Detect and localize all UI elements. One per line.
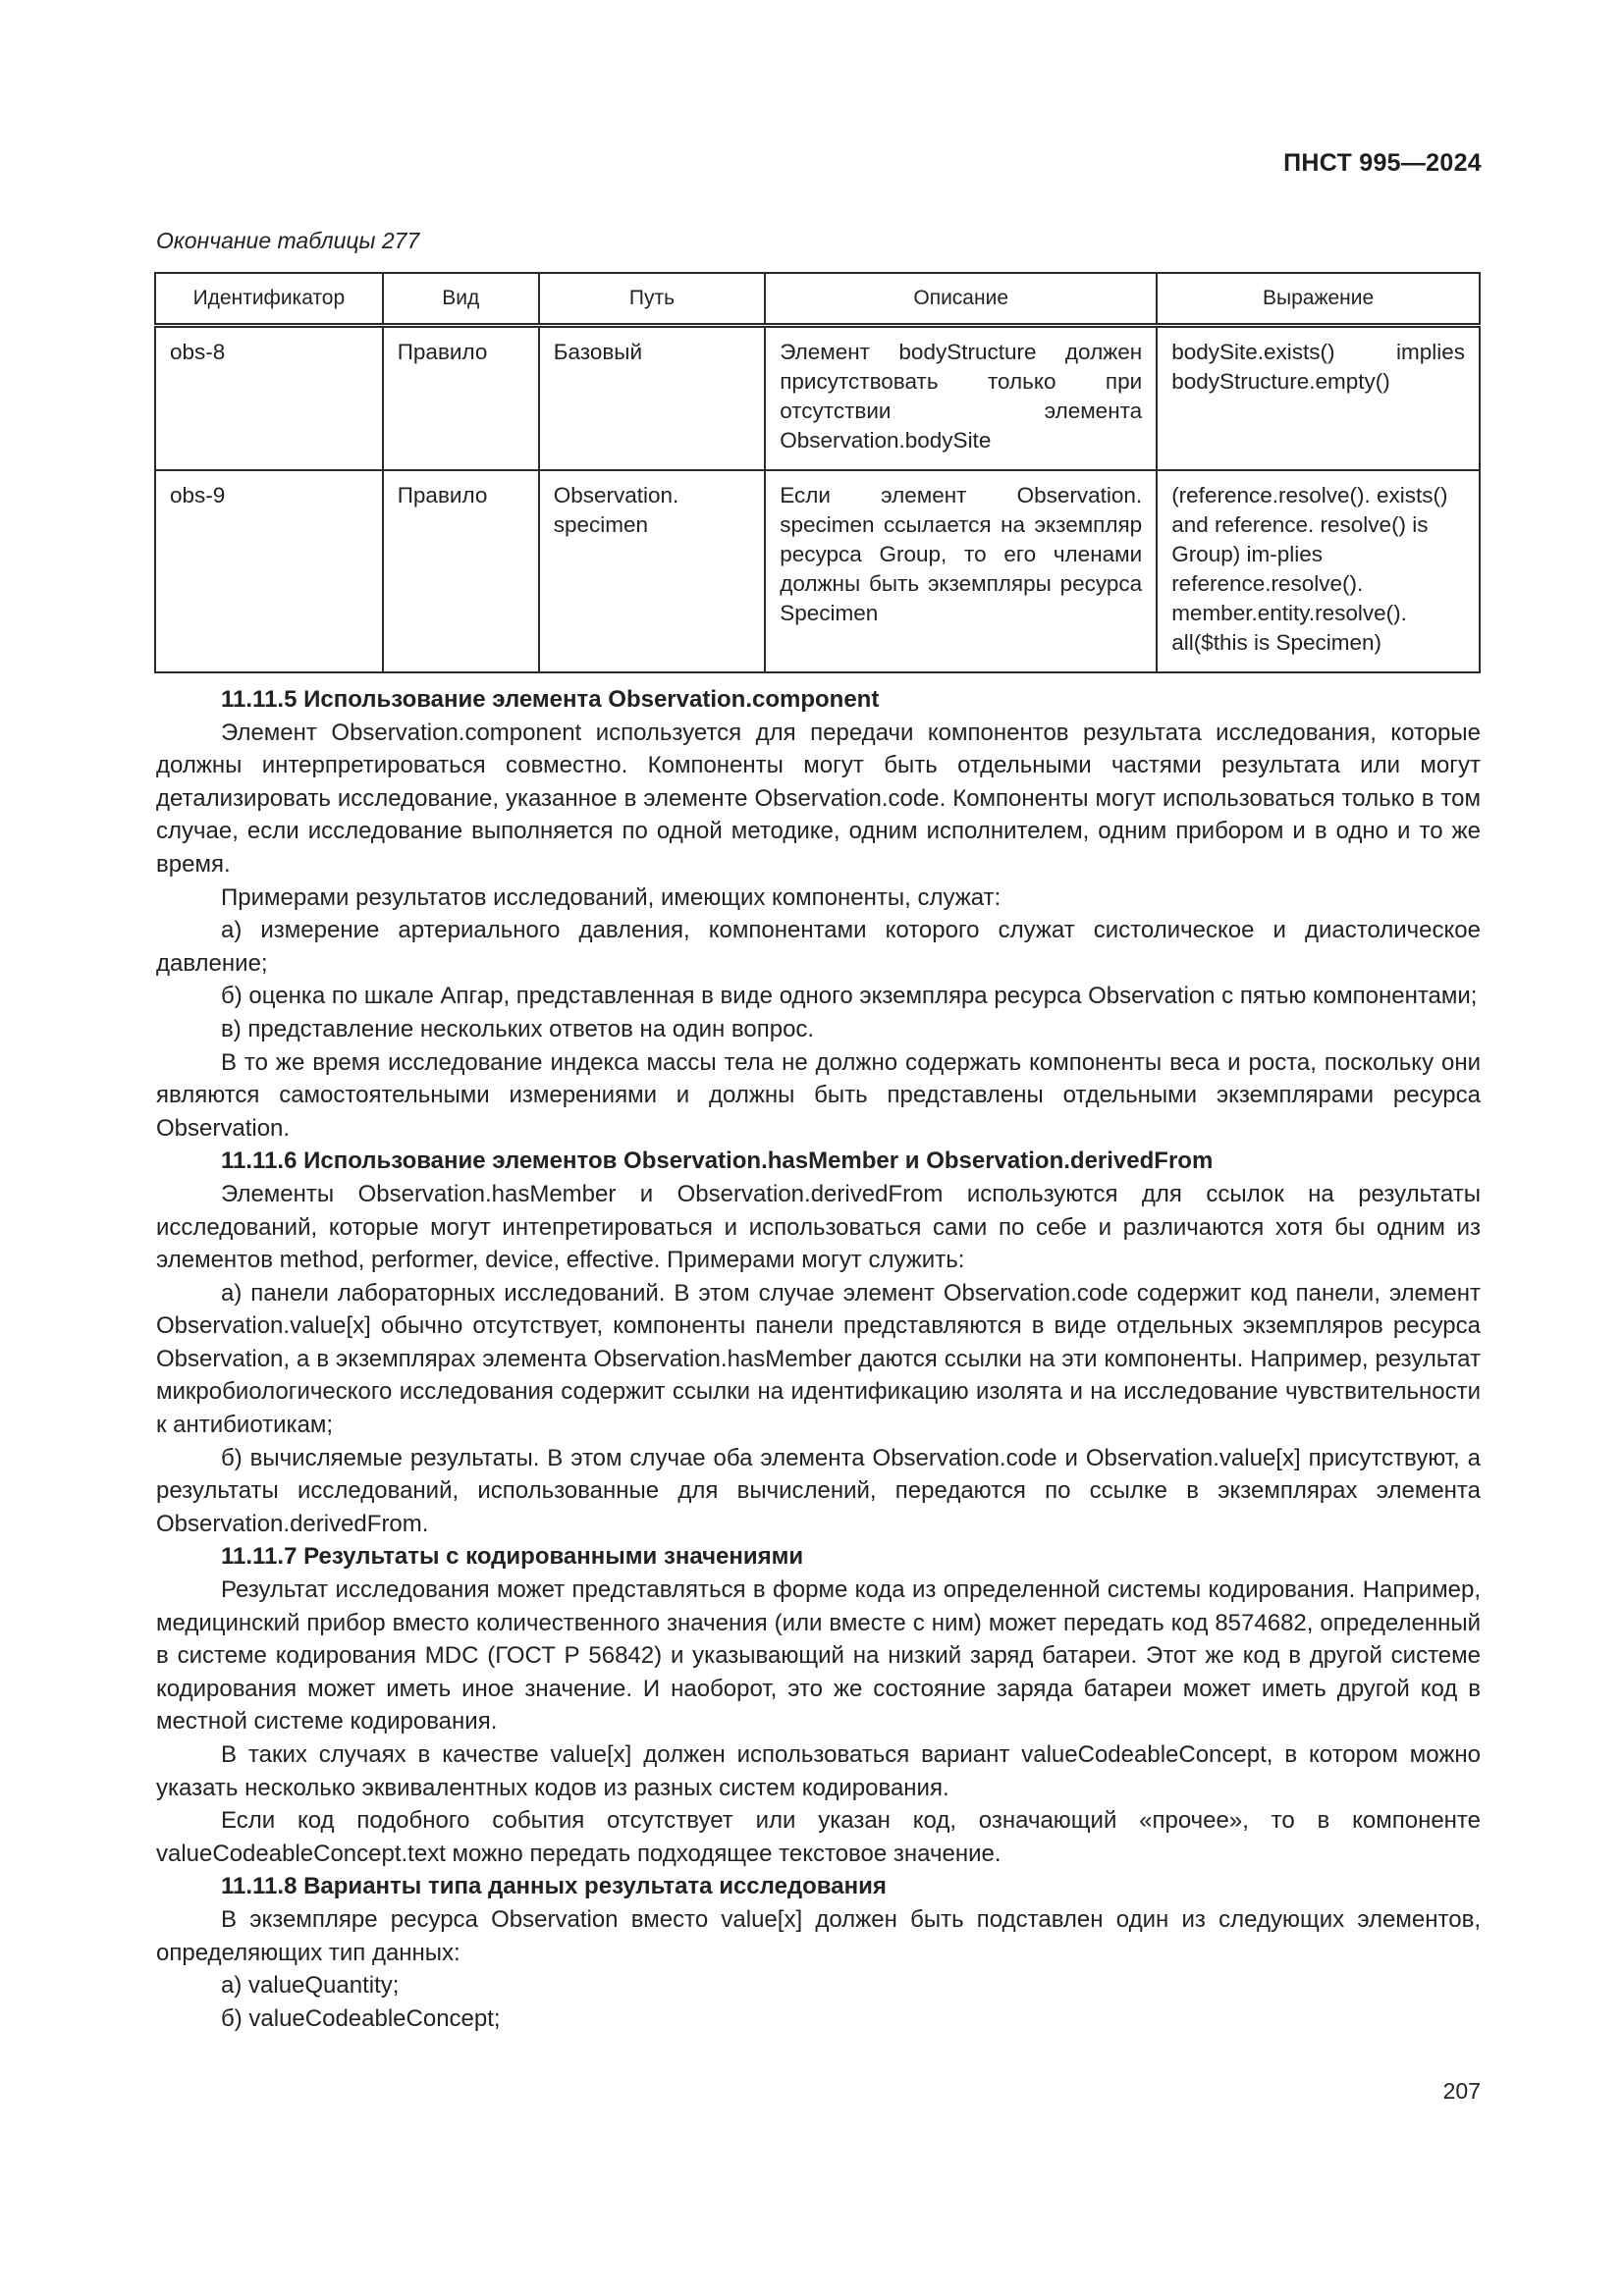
paragraph: Элемент Observation.component используется для передачи компонентов результата исследования, которые должны интерпретироваться совместно. Компоненты могут быть отдельными частями результата или могут детализировать исследование, указанное в элементе Observation.code. Компоненты могут использоваться только в том случае, если исследование выполняется по одной методике, одним исполнителем, одним прибором и в одно и то же время. (156, 719, 1481, 878)
column-header-expression: Выражение (1157, 273, 1480, 326)
cell-description: Если элемент Observation. specimen ссылается на экземпляр ресурса Group, то его членами должны быть экземпляры ресурса Specimen (765, 470, 1157, 672)
list-item: а) панели лабораторных исследований. В этом случае элемент Observation.code содержит код панели, элемент Observation.value[x] обычно отсутствует, компоненты панели представляются в виде отдельных экземпляров ресурса Observation, а в экземплярах элемента Observation.hasMember даются ссылки на эти компоненты. Например, результат микробиологического исследования содержит ссылки на идентификацию изолята и на исследование чувствительности к антибиотикам; (156, 1279, 1481, 1439)
cell-description: Элемент bodyStructure должен присутствовать только при отсутствии элемента Observation.bodySite (765, 326, 1157, 471)
list-item: а) измерение артериального давления, компонентами которого служат систолическое и диастолическое давление; (156, 917, 1481, 977)
cell-identifier: obs-8 (155, 326, 383, 471)
paragraph: Примерами результатов исследований, имеющих компоненты, служат: (221, 883, 1001, 911)
section-heading-11-11-7: 11.11.7 Результаты с кодированными значениями (221, 1543, 804, 1571)
page-number: 207 (1442, 2078, 1481, 2104)
cell-kind: Правило (383, 326, 539, 471)
column-header-path: Путь (539, 273, 765, 326)
cell-path: Базовый (539, 326, 765, 471)
paragraph: В таких случаях в качестве value[x] должен использоваться вариант valueCodeableConcept, в котором можно указать несколько эквивалентных кодов из разных систем кодирования. (156, 1741, 1481, 1801)
constraints-table (154, 272, 1481, 673)
list-item: а) valueQuantity; (221, 1972, 400, 2000)
list-item: б) valueCodeableConcept; (221, 2004, 501, 2032)
body-text (156, 683, 1481, 2035)
paragraph: В то же время исследование индекса массы тела не должно содержать компоненты веса и роста, поскольку они являются самостоятельными измерениями и должны быть представлены отдельными экземплярами ресурса Observation. (156, 1048, 1481, 1142)
list-item: в) представление нескольких ответов на один вопрос. (221, 1015, 815, 1042)
list-item: б) оценка по шкале Апгар, представленная в виде одного экземпляра ресурса Observation с пятью компонентами; (221, 983, 1478, 1010)
cell-path: Observation. specimen (539, 470, 765, 672)
paragraph: Результат исследования может представляться в форме кода из определенной системы кодирования. Например, медицинский прибор вместо количественного значения (или вместе с ним) может передать код 8574682, определенный в системе кодирования MDC (ГОСТ Р 56842) и указывающий на низкий заряд батареи. Этот же код в другой системе кодирования может иметь иное значение. И наоборот, это же состояние заряда батареи может иметь другой код в местной системе кодирования. (156, 1576, 1481, 1735)
column-header-identifier: Идентификатор (155, 273, 383, 326)
paragraph: В экземпляре ресурса Observation вместо value[x] должен быть подставлен один из следующих элементов, определяющих тип данных: (156, 1905, 1481, 1966)
table-row (155, 326, 1480, 471)
paragraph: Если код подобного события отсутствует или указан код, означающий «прочее», то в компоненте valueCodeableConcept.text можно передать подходящее текстовое значение. (156, 1807, 1481, 1867)
table-header-row (155, 273, 1480, 326)
paragraph: Элементы Observation.hasMember и Observation.derivedFrom используются для ссылок на результаты исследований, которые могут интепретироваться и использоваться сами по себе и различаются хотя бы одним из элементов method, performer, device, effective. Примерами могут служить: (156, 1180, 1481, 1274)
document-code: ПНСТ 995—2024 (1283, 149, 1482, 177)
cell-identifier: obs-9 (155, 470, 383, 672)
cell-expression: (reference.resolve(). exists() and reference. resolve() is Group) im-plies reference.resolve(). member.entity.resolve(). all($this is Specimen) (1157, 470, 1480, 672)
table-row (155, 470, 1480, 672)
cell-kind: Правило (383, 470, 539, 672)
column-header-description: Описание (765, 273, 1157, 326)
list-item: б) вычисляемые результаты. В этом случае оба элемента Observation.code и Observation.value[x] присутствуют, а результаты исследований, использованные для вычислений, передаются по ссылке в экземплярах элемента Observation.derivedFrom. (156, 1444, 1481, 1537)
section-heading-11-11-5: 11.11.5 Использование элемента Observation.component (221, 686, 880, 713)
section-heading-11-11-8: 11.11.8 Варианты типа данных результата исследования (221, 1873, 887, 1900)
section-heading-11-11-6: 11.11.6 Использование элементов Observation.hasMember и Observation.derivedFrom (221, 1148, 1214, 1175)
column-header-kind: Вид (383, 273, 539, 326)
table-caption: Окончание таблицы 277 (156, 228, 420, 253)
cell-expression: bodySite.exists() implies bodyStructure.empty() (1157, 326, 1480, 471)
